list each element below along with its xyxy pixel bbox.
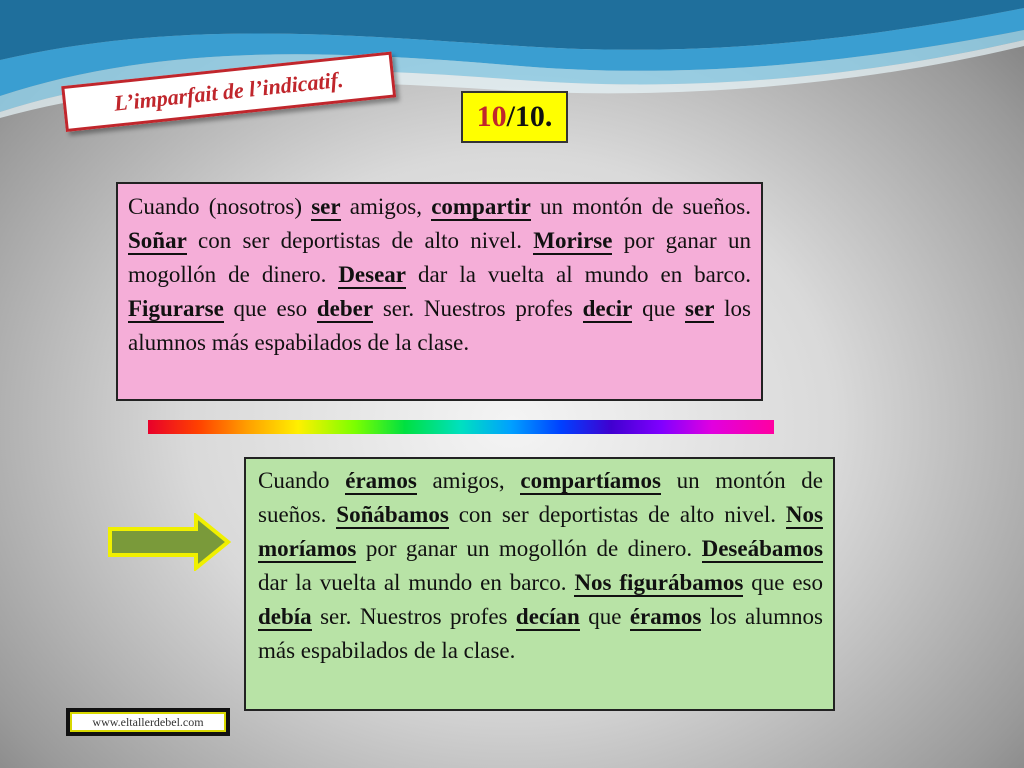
verb-highlight: Nos moríamos <box>258 502 823 561</box>
right-arrow-icon <box>106 513 232 571</box>
text-segment: ser. Nuestros profes <box>373 296 583 321</box>
slide-counter <box>461 91 568 143</box>
text-segment: con ser deportistas de alto nivel. <box>448 502 786 527</box>
verb-highlight: compartir <box>431 194 531 219</box>
verb-highlight: Soñar <box>128 228 187 253</box>
text-segment: por ganar un mogollón de dinero. <box>356 536 702 561</box>
text-segment: con ser deportistas de alto nivel. <box>186 228 534 253</box>
lesson-title: L’imparfait de l’indicatif. <box>112 66 345 116</box>
verb-highlight: éramos <box>345 468 417 493</box>
verb-highlight: Soñábamos <box>336 502 449 527</box>
verb-highlight: decían <box>515 604 580 629</box>
exercise-text-box <box>116 182 763 401</box>
verb-highlight: compartíamos <box>520 468 661 493</box>
verb-highlight: Morirse <box>533 228 613 253</box>
verb-highlight: éramos <box>629 604 702 629</box>
text-segment: un montón de sueños. <box>258 468 823 527</box>
slide-counter-current: 10 <box>476 100 507 133</box>
text-segment: un montón de sueños. <box>530 194 751 219</box>
website-badge <box>66 708 230 736</box>
slide-counter-total: /10. <box>506 100 553 133</box>
text-segment: dar la vuelta al mundo en barco. <box>406 262 752 287</box>
text-segment: amigos, <box>340 194 432 219</box>
text-segment: Cuando (nosotros) <box>128 194 312 219</box>
verb-highlight: debía <box>258 604 312 629</box>
answer-text-box <box>244 457 835 711</box>
rainbow-divider <box>148 420 774 434</box>
verb-highlight: deber <box>316 296 374 321</box>
website-url: www.eltallerdebel.com <box>92 714 204 729</box>
text-segment: los alumnos más espabilados de la clase. <box>128 296 751 355</box>
text-segment: ser. Nuestros profes <box>311 604 516 629</box>
text-segment: que <box>632 296 686 321</box>
text-segment: dar la vuelta al mundo en barco. <box>258 570 575 595</box>
text-segment: los alumnos más espabilados de la clase. <box>258 604 823 663</box>
verb-highlight: ser <box>685 296 715 321</box>
text-segment: que <box>579 604 630 629</box>
verb-highlight: Deseábamos <box>701 536 823 561</box>
verb-highlight: Figurarse <box>128 296 224 321</box>
verb-highlight: ser <box>311 194 341 219</box>
text-segment: que eso <box>743 570 823 595</box>
verb-highlight: decir <box>582 296 633 321</box>
text-segment: que eso <box>223 296 317 321</box>
verb-highlight: Desear <box>338 262 406 287</box>
verb-highlight: Nos figurábamos <box>574 570 744 595</box>
text-segment: por ganar un mogollón de dinero. <box>128 228 751 287</box>
text-segment: Cuando <box>258 468 346 493</box>
text-segment: amigos, <box>416 468 521 493</box>
